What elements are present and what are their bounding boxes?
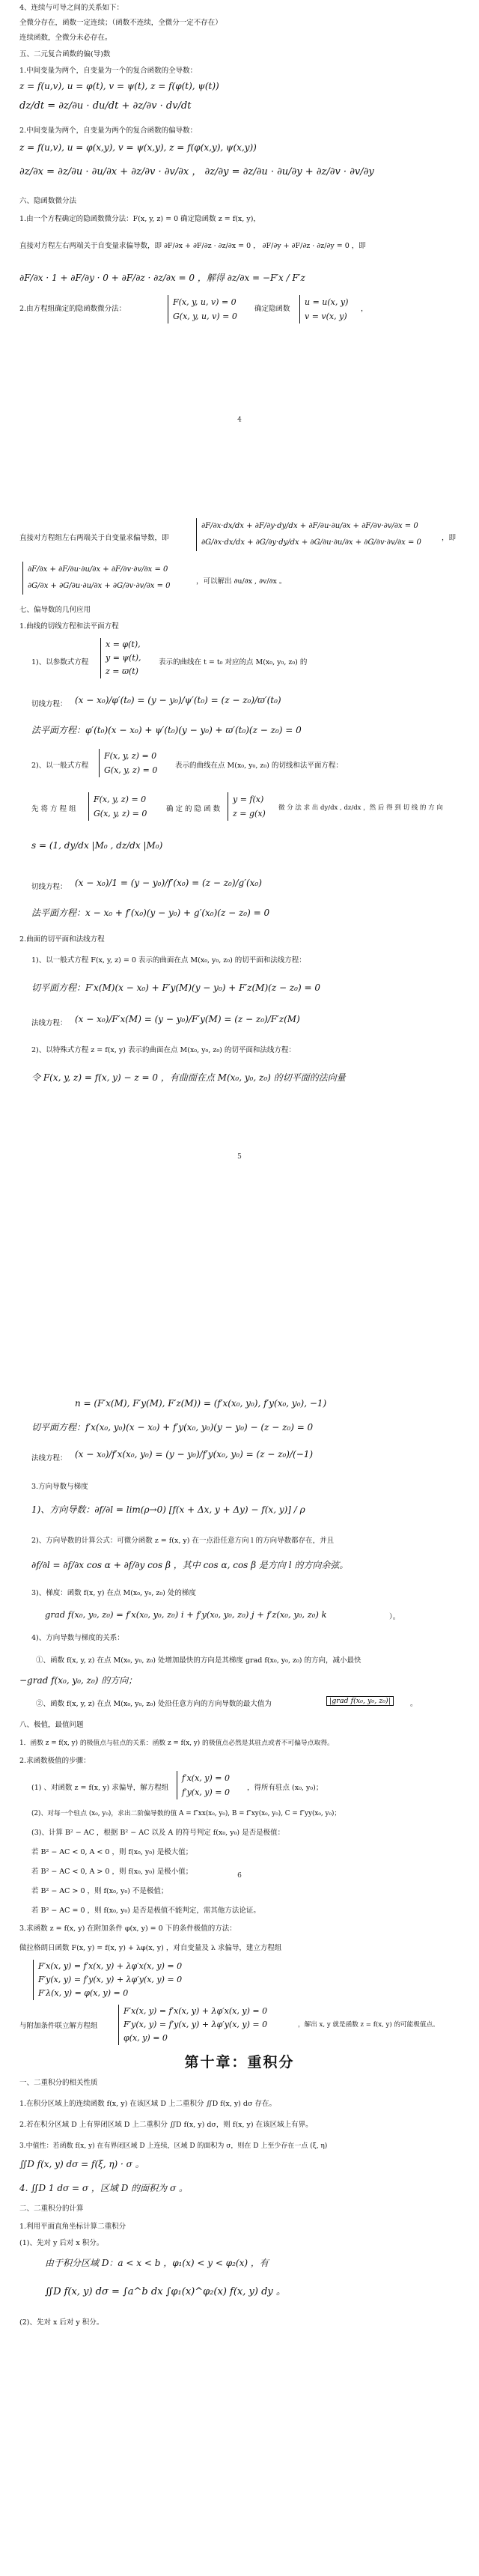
text-line: 1.在积分区域上的连续函数 f(x, y) 在该区域 D 上二重积分 ∬D f(x, y) dσ 存在。 (19, 2100, 276, 2108)
equation: z = g(x) (233, 809, 266, 818)
section-heading: 六、隐函数微分法 (19, 197, 77, 205)
equation: F′λ(x, y) = φ(x, y) = 0 (38, 1988, 129, 1998)
page-4 (0, 1921, 479, 2576)
section-heading: 五、二元复合函数的偏(导)数 (19, 50, 111, 58)
section-heading: 七、偏导数的几何应用 (19, 606, 91, 614)
text-line: ①、函数 f(x, y, z) 在点 M(x₀, y₀, z₀) 处增加最快的方向是其梯度 grad f(x₀, y₀, z₀) 的方向，减小最快 (36, 1656, 361, 1665)
text-line: (1) 、对函数 z = f(x, y) 求偏导，解方程组 (31, 1784, 169, 1792)
text-line: 微 分 法 求 出 dy/dx , dz/dx ，然 后 得 到 切 线 的 方 向 (278, 804, 443, 812)
text-line: 先 将 方 程 组 (31, 805, 76, 813)
text-line: 直接对方程左右两端关于自变量求偏导数，即 ∂F/∂x + ∂F/∂z · ∂z/∂x = 0 ， ∂F/∂y + ∂F/∂z · ∂z/∂y = 0 ，即 (19, 242, 366, 250)
formula: ∂z/∂x = ∂z/∂u · ∂u/∂x + ∂z/∂v · ∂v/∂x ， ∂z/∂y = ∂z/∂u · ∂u/∂y + ∂z/∂v · ∂v/∂y (19, 166, 374, 177)
text-line: 1.曲线的切线方程和法平面方程 (19, 622, 119, 631)
page-2 (0, 509, 479, 1352)
chapter-title: 第十章：重积分 (184, 2054, 295, 2071)
equation-system (22, 562, 171, 595)
text-line: 1)、以一般式方程 F(x, y, z) = 0 表示的曲面在点 M(x₀, y₀, z₀) 的切平面和法线方程： (31, 956, 306, 965)
text-line: 1．函数 z = f(x, y) 的极值点与驻点的关系：函数 z = f(x, y) 的极值点必然是其驻点或者不可偏导点取得。 (19, 1740, 334, 1747)
text-line: 。 (410, 1700, 418, 1708)
formula: 令 F(x, y, z) = f(x, y) − z = 0 ，有曲面在点 M(x₀, y₀, z₀) 的切平面的法向量 (31, 1072, 346, 1083)
page-3 (0, 1389, 479, 1915)
equation: z = ϖ(t) (106, 666, 138, 676)
section-heading: 一、二重积分的相关性质 (19, 2079, 98, 2087)
text-line: 直接对方程组左右两端关于自变量求偏导数，即 (19, 534, 169, 542)
text-line: 3)、梯度：函数 f(x, y) 在点 M(x₀, y₀, z₀) 处的梯度 (31, 1589, 196, 1597)
equation: F(x, y, z) = 0 (104, 751, 157, 761)
section-heading: 2.曲面的切平面和法线方程 (19, 935, 105, 944)
equation-system (100, 638, 141, 678)
text-line: 2.由方程组确定的隐函数微分法： (19, 305, 126, 313)
equation-system (33, 1960, 182, 2000)
formula: 切平面方程：F′x(M)(x − x₀) + F′y(M)(y − y₀) + F′z(M)(z − z₀) = 0 (31, 982, 320, 993)
text-line: ，可以解出 ∂u/∂x , ∂v/∂x 。 (196, 577, 287, 586)
equation-system (168, 295, 237, 323)
text-line: ，得所有驻点 (x₀, y₀)； (247, 1784, 323, 1792)
equation: ∂F/∂x·dx/dx + ∂F/∂y·dy/dx + ∂F/∂u·∂u/∂x + ∂F/∂v·∂v/∂x = 0 (201, 522, 418, 530)
equation: F(x, y, u, v) = 0 (173, 297, 237, 307)
text-line: (2)、对每一个驻点 (x₀, y₀)，求出二阶偏导数的值 A = f″xx(x₀, y₀), B = f″xy(x₀, y₀), C = f″yy(x₀, y₀)； (31, 1810, 341, 1817)
text-line: 切线方程： (31, 883, 67, 891)
text-line: 2)、以一般式方程 (31, 762, 89, 770)
equation: ∂G/∂x + ∂G/∂u·∂u/∂x + ∂G/∂v·∂v/∂x = 0 (28, 582, 171, 590)
equation: ∂F/∂x + ∂F/∂u·∂u/∂x + ∂F/∂v·∂v/∂x = 0 (28, 565, 168, 574)
formula: 1)、方向导数：∂f/∂l = lim(ρ→0) [f(x + Δx, y + Δy) − f(x, y)] / ρ (31, 1504, 305, 1515)
formula: z = f(u,v), u = φ(t), v = ψ(t), z = f(φ(t), ψ(t)) (19, 81, 219, 91)
page-number: 5 (237, 1153, 242, 1161)
equation: F(x, y, z) = 0 (94, 795, 147, 804)
text-line: 与附加条件联立解方程组 (19, 2022, 98, 2030)
formula: ∂f/∂l = ∂f/∂x cos α + ∂f/∂y cos β ，其中 cos α, cos β 是方向 l 的方向余弦。 (31, 1560, 349, 1570)
formula: 由于积分区域 D：a < x < b ，φ₁(x) < y < φ₂(x) ，有 (45, 2258, 269, 2268)
text-line: ）。 (389, 1613, 400, 1621)
text-line: 4、连续与可导之间的关系如下： (19, 4, 124, 12)
text-line: ，解出 x, y 就是函数 z = f(x, y) 的可能极值点。 (298, 2021, 439, 2029)
text-line: 全微分存在，函数一定连续；（函数不连续，全微分一定不存在） (19, 19, 222, 27)
text-line: 3.求函数 z = f(x, y) 在附加条件 φ(x, y) = 0 下的条件极值的方法： (19, 1925, 237, 1933)
equation: v = v(x, y) (305, 312, 347, 321)
text-line: 2.求函数极值的步骤： (19, 1757, 91, 1765)
equation: y = f(x) (233, 795, 264, 804)
equation: G(x, y, z) = 0 (94, 809, 147, 818)
formula: dz/dt = ∂z/∂u · du/dt + ∂z/∂v · dv/dt (19, 100, 192, 112)
formula: 法平面方程：x − x₀ + f′(x₀)(y − y₀) + g′(x₀)(z − z₀) = 0 (31, 908, 270, 918)
text-line: 1.中间变量为两个，自变量为一个的复合函数的全导数： (19, 67, 198, 75)
text-line: ， (361, 305, 368, 313)
text-line: 法线方程： (31, 1019, 67, 1027)
equation: f′x(x, y) = 0 (182, 1773, 230, 1783)
equation-system (299, 295, 348, 323)
formula: (x − x₀)/F′x(M) = (y − y₀)/F′y(M) = (z − z₀)/F′z(M) (75, 1014, 300, 1024)
equation-system (228, 792, 266, 821)
equation: x = φ(t), (106, 640, 141, 649)
text-line: (2)、先对 x 后对 y 积分。 (19, 2318, 104, 2327)
equation-system (177, 1771, 230, 1799)
text-line: 2.若在积分区域 D 上有界闭区域 D 上二重积分 ∬D f(x, y) dσ，则 f(x, y) 在该区域上有界。 (19, 2121, 313, 2129)
text-line: (3)、计算 B² − AC ，根据 B² − AC 以及 A 的符号判定 f(x₀, y₀) 是否是极值： (31, 1829, 285, 1837)
text-line: 确定隐函数 (254, 305, 290, 313)
text-line: 法线方程： (31, 1454, 67, 1462)
text-line: 表示的曲线在 t = t₀ 对应的点 M(x₀, y₀, z₀) 的 (159, 658, 308, 666)
text-line: 2)、以特殊式方程 z = f(x, y) 表示的曲面在点 M(x₀, y₀, z₀) 的切平面和法线方程： (31, 1046, 296, 1054)
formula: 切平面方程：f′x(x₀, y₀)(x − x₀) + f′y(x₀, y₀)(y − y₀) − (z − z₀) = 0 (31, 1422, 314, 1433)
page-number: 6 (237, 1872, 242, 1880)
equation: F′x(x, y) = f′x(x, y) + λφ′x(x, y) = 0 (123, 2006, 268, 2016)
text-line: ，即 (442, 534, 457, 542)
text-line: 3.中值性：若函数 f(x, y) 在有界闭区域 D 上连续，区域 D 的面积为 σ，则在 D 上至少存在一点 (ξ, η) (19, 2142, 328, 2150)
text-line: 若 B² − AC < 0, A > 0 ，则 f(x₀, y₀) 是极小值； (31, 1868, 193, 1876)
text-line: ②、函数 f(x, y, z) 在点 M(x₀, y₀, z₀) 处沿任意方向的方向导数的最大值为 (36, 1700, 272, 1708)
page-1 (0, 0, 479, 464)
text-line: 表示的曲线在点 M(x₀, y₀, z₀) 的切线和法平面方程： (175, 762, 343, 770)
formula: ∬D f(x, y) dσ = f(ξ, η) · σ 。 (19, 2159, 144, 2169)
formula: −grad f(x₀, y₀, z₀) 的方向； (19, 1675, 138, 1686)
text-line: 做拉格朗日函数 F(x, y) = f(x, y) + λφ(x, y) ，对自变量及 λ 求偏导，建立方程组 (19, 1944, 282, 1952)
formula: (x − x₀)/f′x(x₀, y₀) = (y − y₀)/f′y(x₀, y₀) = (z − z₀)/(−1) (75, 1449, 314, 1459)
formula: (x − x₀)/φ′(t₀) = (y − y₀)/ψ′(t₀) = (z − z₀)/ϖ′(t₀) (75, 695, 281, 705)
formula: 法平面方程：φ′(t₀)(x − x₀) + ψ′(t₀)(y − y₀) + ϖ′(t₀)(z − z₀) = 0 (31, 725, 302, 735)
section-heading: 二、二重积分的计算 (19, 2205, 84, 2213)
text-line: 连续函数，全微分未必存在。 (19, 34, 112, 42)
equation: F′x(x, y) = f′x(x, y) + λφ′x(x, y) = 0 (38, 1961, 183, 1971)
text-line: 2)、方向导数的计算公式：可微分函数 z = f(x, y) 在一点沿任意方向 l 的方向导数都存在，并且 (31, 1537, 335, 1545)
formula: ∂F/∂x · 1 + ∂F/∂y · 0 + ∂F/∂z · ∂z/∂x = 0 ，解得 ∂z/∂x = −F′x / F′z (19, 273, 305, 283)
formula: z = f(u,v), u = φ(x,y), v = ψ(x,y), z = f(φ(x,y), ψ(x,y)) (19, 142, 257, 153)
equation: F′y(x, y) = f′y(x, y) + λφ′y(x, y) = 0 (123, 2020, 268, 2029)
formula: 4. ∬D 1 dσ = σ ，区域 D 的面积为 σ 。 (19, 2183, 189, 2193)
text-line: 1.由一个方程确定的隐函数微分法：F(x, y, z) = 0 确定隐函数 z = f(x, y)， (19, 215, 260, 223)
equation: φ(x, y) = 0 (123, 2033, 168, 2043)
text-line: (1)、先对 y 后对 x 积分。 (19, 2239, 104, 2247)
text-line: 若 B² − AC = 0 ，则 f(x₀, y₀) 是否是极值不能判定，需其他方法论证。 (31, 1907, 260, 1915)
text-line: 切线方程： (31, 700, 67, 708)
equation: u = u(x, y) (305, 297, 349, 307)
formula: n = (F′x(M), F′y(M), F′z(M)) = (f′x(x₀, y₀), f′y(x₀, y₀), −1) (75, 1398, 327, 1409)
equation: G(x, y, u, v) = 0 (173, 312, 237, 321)
text-line: 确 定 的 隐 函 数 (166, 805, 221, 813)
text-line: 4)、方向导数与梯度的关系： (31, 1634, 124, 1642)
section-heading: 3.方向导数与梯度 (31, 1483, 88, 1491)
text-line: 若 B² − AC < 0, A < 0 ，则 f(x₀, y₀) 是极大值； (31, 1848, 193, 1856)
equation-system (99, 749, 157, 777)
formula: ∬D f(x, y) dσ = ∫a^b dx ∫φ₁(x)^φ₂(x) f(x, y) dy 。 (45, 2286, 286, 2297)
equation-system (118, 2005, 267, 2045)
equation: f′y(x, y) = 0 (182, 1787, 230, 1797)
equation: y = ψ(t), (106, 653, 141, 663)
page-number: 4 (237, 416, 242, 424)
section-heading: 八、极值，最值问题 (19, 1721, 84, 1729)
formula: s = (1, dy/dx |M₀ , dz/dx |M₀) (31, 840, 163, 851)
text-line: 若 B² − AC > 0 ，则 f(x₀, y₀) 不是极值； (31, 1887, 168, 1895)
formula: (x − x₀)/1 = (y − y₀)/f′(x₀) = (z − z₀)/g′(x₀) (75, 878, 262, 888)
equation: F′y(x, y) = f′y(x, y) + λφ′y(x, y) = 0 (38, 1975, 183, 1984)
gradient-magnitude-box: |grad f(x₀, y₀, z₀)| (326, 1696, 394, 1706)
formula: grad f(x₀, y₀, z₀) = f′x(x₀, y₀, z₀) i + f′y(x₀, y₀, z₀) j + f′z(x₀, y₀, z₀) k (45, 1609, 327, 1620)
equation: ∂G/∂x·dx/dx + ∂G/∂y·dy/dx + ∂G/∂u·∂u/∂x + ∂G/∂v·∂v/∂x = 0 (201, 538, 421, 547)
text-line: 1)、以参数式方程 (31, 658, 89, 666)
equation-system (88, 792, 147, 821)
equation-system (196, 518, 421, 551)
text-line: 1.利用平面直角坐标计算二重积分 (19, 2223, 126, 2231)
equation: G(x, y, z) = 0 (104, 765, 158, 775)
text-line: 2.中间变量为两个，自变量为两个的复合函数的偏导数： (19, 127, 198, 135)
